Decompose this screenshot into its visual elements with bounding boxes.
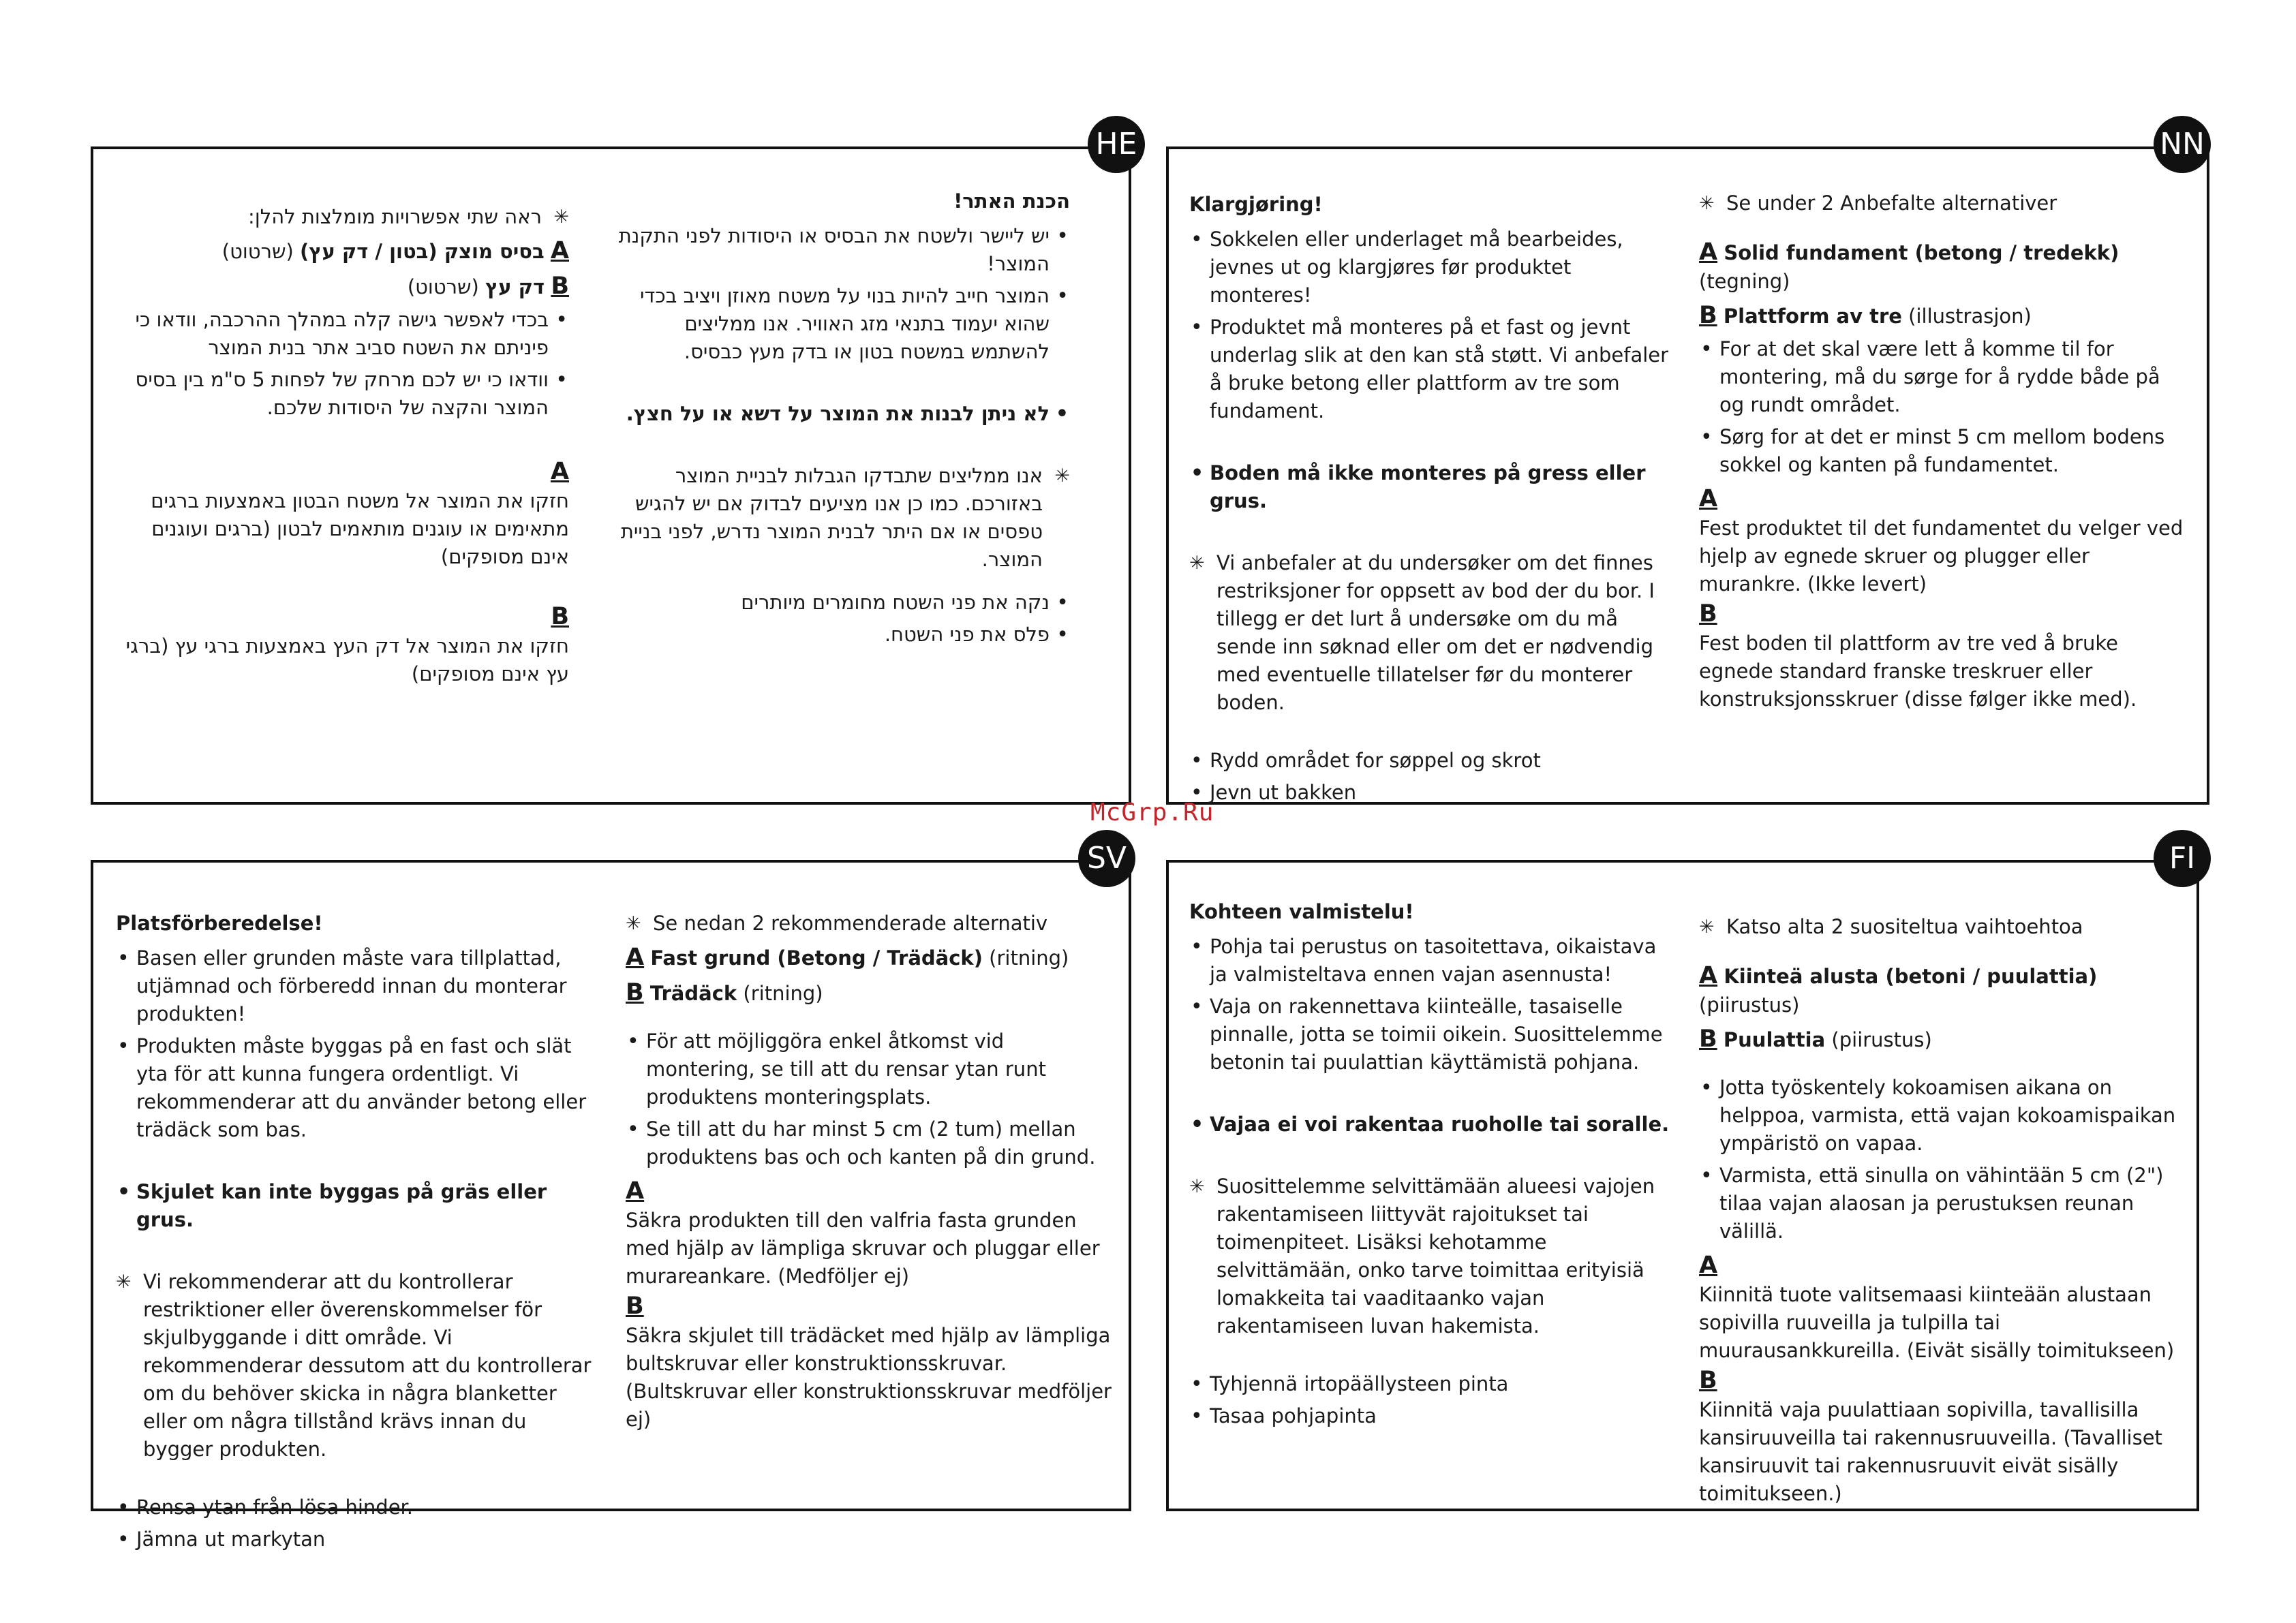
fi-bullet-5: • Tasaa pohjapinta	[1189, 1402, 1677, 1430]
nn-bullet-3: • Boden må ikke monteres på gress eller grus.	[1189, 459, 1670, 515]
nn-bullet-1: • Sokkelen eller underlaget må bearbeides, jevnes ut og klargjøres før produktet monteres!	[1189, 226, 1670, 309]
sv-bullet-3: • Skjulet kan inte byggas på gräs eller grus.	[116, 1178, 593, 1234]
he-option-b-note: (שרטוט)	[407, 275, 486, 298]
fi-title: Kohteen valmistelu!	[1189, 900, 1414, 923]
fi-section-a-text: Kiinnitä tuote valitsemaasi kiinteään alustaan sopivilla ruuveilla ja tulpilla tai muurausankkureilla. (Eivät sisälly toimitukseen)	[1699, 1283, 2175, 1362]
nn-left-column	[1189, 191, 1670, 811]
sv-bullet-2: • Produkten måste byggas på en fast och slät yta för att kunna fungera ordentligt. Vi rekommenderar att du använder betong eller trädäck som bas.	[116, 1032, 593, 1144]
nn-right-bullet-1: • For at det skal være lett å komme til for montering, må du sørge for å rydde både på og rundt området.	[1699, 335, 2190, 419]
fi-bullet-2: • Vaja on rakennettava kiinteälle, tasaiselle pinnalle, jotta se toimii oikein. Suosittelemme betonin tai puulattian käyttämistä pohjana.	[1189, 993, 1677, 1077]
fi-section-b-text: Kiinnitä vaja puulattiaan sopivilla, tavallisilla kansiruuveilla tai rakennusruuveilla. (Tavalliset kansiruuvit tai rakennusruuvit eivät sisälly toimitukseen.)	[1699, 1398, 2162, 1505]
nn-section-a-text: Fest produktet til det fundamentet du velger ved hjelp av egnede skruer og plugger eller murankre. (Ikke levert)	[1699, 516, 2184, 596]
nn-star-note: ✳ Vi anbefaler at du undersøker om det finnes restriksjoner for oppsett av bod der du bor. I tillegg er det lurt å undersøke om du må sende inn søknad eller om det er nødvendig med eventuelle tillatelser før du monterer boden.	[1189, 549, 1670, 717]
sv-option-a-letter: A	[626, 944, 645, 971]
fi-option-a-letter: A	[1699, 962, 1718, 989]
sv-right-bullet-2: • Se till att du har minst 5 cm (2 tum) mellan produktens bas och och kanten på din grund.	[626, 1115, 1113, 1171]
fi-options-intro: ✳ Katso alta 2 suositeltua vaihtoehtoa	[1699, 913, 2186, 941]
fi-option-b-note: (piirustus)	[1825, 1028, 1932, 1051]
sv-section-b-text: Säkra skjulet till trädäcket med hjälp av lämpliga bultskruvar eller konstruktionsskruvar. (Bultskruvar eller konstruktionsskruvar medföljer ej)	[626, 1324, 1112, 1431]
nn-title: Klargjøring!	[1189, 193, 1323, 216]
sv-option-b-note: (ritning)	[737, 982, 823, 1005]
he-option-b-name: דק עץ	[485, 275, 545, 298]
nn-options-intro: ✳ Se under 2 Anbefalte alternativer	[1699, 189, 2190, 217]
nn-option-b-name: Plattform av tre	[1723, 305, 1902, 328]
sv-left-column	[116, 910, 593, 1558]
he-left-bullet-1: • בכדי לאפשר גישה קלה במהלך ההרכבה, וודאו כי פיניתם את השטח סביב אתר בנית המוצר	[109, 306, 569, 362]
he-option-a-name: בסיס מוצק (בטון / דק עץ)	[300, 240, 545, 263]
sv-bullet-5: • Jämna ut markytan	[116, 1526, 593, 1554]
fi-option-a-note: (piirustus)	[1699, 993, 1800, 1017]
sv-section-b-heading: B	[626, 1293, 644, 1320]
nn-bullet-2: • Produktet må monteres på et fast og jevnt underlag slik at den kan stå støtt. Vi anbefaler å bruke betong eller plattform av tre som fundament.	[1189, 313, 1670, 425]
fi-option-b	[1699, 1023, 2186, 1055]
sv-right-bullet-1: • För att möjliggöra enkel åtkomst vid montering, se till att du rensar ytan runt produktens monteringsplats.	[626, 1027, 1113, 1111]
nn-option-b	[1699, 300, 2190, 331]
sv-title: Platsförberedelse!	[116, 912, 323, 935]
he-right-column	[607, 187, 1070, 653]
he-section-a-text: חזקו את המוצר אל משטח הבטון באמצעות ברגים מתאימים או עוגנים מותאמים לבטון (ברגים ועוגנים אינם מסופקים)	[151, 489, 569, 568]
he-option-a-letter: A	[550, 237, 569, 264]
fi-right-bullet-1: • Jotta työskentely kokoamisen aikana on helppoa, varmista, että vajan kokoamispaikan ympäristö on vapaa.	[1699, 1074, 2186, 1158]
fi-right-bullet-2: • Varmista, että sinulla on vähintään 5 cm (2") tilaa vajan alaosan ja perustuksen reunan välillä.	[1699, 1162, 2186, 1246]
badge-sv: SV	[1078, 830, 1135, 887]
fi-bullet-4: • Tyhjennä irtopäällysteen pinta	[1189, 1370, 1677, 1398]
fi-right-column	[1699, 913, 2186, 1508]
he-bullet-1: • יש ליישר ולשטח את הבסיס או היסודות לפני התקנת המוצר!	[607, 222, 1070, 278]
badge-fi: FI	[2154, 830, 2211, 887]
nn-bullet-5: • Jevn ut bakken	[1189, 779, 1670, 807]
he-option-b-letter: B	[551, 273, 569, 300]
he-option-a-note: (שרטוט)	[221, 240, 301, 263]
sv-option-b	[626, 977, 1113, 1008]
fi-option-a	[1699, 960, 2186, 1019]
he-title: הכנת האתר!	[953, 189, 1070, 213]
sv-star-note: ✳ Vi rekommenderar att du kontrollerar restriktioner eller överenskommelser för skjulbyggande i ditt område. Vi rekommenderar dessutom att du kontrollerar om du behöver skicka in några blanketter eller om några tillstånd krävs innan du bygger produkten.	[116, 1268, 593, 1464]
fi-section-b-heading: B	[1699, 1367, 1717, 1394]
he-bullet-2: • המוצר חייב להיות בנוי על משטח מאוזן ויציב בכדי שהוא יעמוד בתנאי מזג האוויר. אנו ממליצים להשתמש במשטח בטון או בדק מעץ כבסיס.	[607, 282, 1070, 366]
fi-option-b-letter: B	[1699, 1025, 1717, 1053]
he-option-a	[109, 235, 569, 266]
sv-option-b-name: Trädäck	[649, 982, 737, 1005]
sv-option-a	[626, 942, 1113, 973]
nn-right-bullet-2: • Sørg for at det er minst 5 cm mellom bodens sokkel og kanten på fundamentet.	[1699, 423, 2190, 479]
he-section-b-heading: B	[551, 603, 569, 630]
sv-bullet-1: • Basen eller grunden måste vara tillplattad, utjämnad och förberedd innan du monterar produkten!	[116, 944, 593, 1028]
he-option-b	[109, 270, 569, 302]
he-options-intro: ✳ ראה שתי אפשרויות מומלצות להלן:	[109, 203, 569, 231]
sv-right-column	[626, 910, 1113, 1434]
sv-options-intro: ✳ Se nedan 2 rekommenderade alternativ	[626, 910, 1113, 938]
nn-bullet-4: • Rydd området for søppel og skrot	[1189, 747, 1670, 775]
fi-option-b-name: Puulattia	[1723, 1028, 1826, 1051]
nn-option-b-note: (illustrasjon)	[1901, 305, 2032, 328]
nn-right-column	[1699, 189, 2190, 713]
watermark: McGrp.Ru	[1090, 799, 1214, 826]
nn-option-a-letter: A	[1699, 238, 1718, 266]
nn-option-b-letter: B	[1699, 302, 1717, 329]
fi-bullet-3: • Vajaa ei voi rakentaa ruoholle tai soralle.	[1189, 1111, 1677, 1139]
sv-section-a-text: Säkra produkten till den valfria fasta grunden med hjälp av lämpliga skruvar och pluggar eller murareankare. (Medföljer ej)	[626, 1209, 1100, 1288]
he-bullet-5: • פלס את פני השטח.	[607, 621, 1070, 649]
nn-option-a-note: (tegning)	[1699, 270, 1790, 293]
he-section-a-heading: A	[550, 458, 569, 485]
he-bullet-3: • לא ניתן לבנות את המוצר על דשא או על חצץ.	[607, 400, 1070, 428]
sv-option-b-letter: B	[626, 979, 644, 1006]
he-section-b-text: חזקו את המוצר אל דק העץ באמצעות ברגי עץ (ברגי עץ אינם מסופקים)	[125, 634, 569, 685]
he-star-note: ✳ אנו ממליצים שתבדקו הגבלות לבניית המוצר באזורכם. כמו כן אנו מציעים לבדוק אם יש להגיש טפסים או אם היתר לבנית המוצר נדרש, לפני בניית המוצר.	[607, 462, 1070, 574]
nn-section-b-text: Fest boden til plattform av tre ved å bruke egnede standard franske treskruer eller konstruksjonsskruer (disse følger ikke med).	[1699, 632, 2137, 711]
badge-he: HE	[1088, 116, 1145, 173]
fi-option-a-name: Kiinteä alusta (betoni / puulattia)	[1724, 965, 2098, 988]
fi-bullet-1: • Pohja tai perustus on tasoitettava, oikaistava ja valmisteltava ennen vajan asennusta!	[1189, 933, 1677, 989]
fi-left-column	[1189, 898, 1677, 1434]
badge-nn: NN	[2154, 116, 2211, 173]
fi-section-a-heading: A	[1699, 1252, 1718, 1279]
sv-bullet-4: • Rensa ytan från lösa hinder.	[116, 1494, 593, 1521]
he-left-column	[109, 203, 569, 688]
nn-option-a	[1699, 236, 2190, 296]
nn-section-b-heading: B	[1699, 600, 1717, 628]
sv-option-a-note: (ritning)	[982, 946, 1069, 970]
he-bullet-4: • נקה את פני השטח מחומרים מיותרים	[607, 589, 1070, 617]
sv-option-a-name: Fast grund (Betong / Trädäck)	[650, 946, 983, 970]
he-left-bullet-2: • וודאו כי יש לכם מרחק של לפחות 5 ס"מ בין בסיס המוצר והקצה של היסודות שלכם.	[109, 366, 569, 422]
nn-option-a-name: Solid fundament (betong / tredekk)	[1724, 241, 2119, 264]
sv-section-a-heading: A	[626, 1177, 645, 1205]
fi-star-note: ✳ Suosittelemme selvittämään alueesi vajojen rakentamiseen liittyvät rajoitukset tai toimenpiteet. Lisäksi kehotamme selvittämään, onko tarve toimittaa erityisiä lomakkeita tai vaaditaanko vajan rakentamiseen luvan hakemista.	[1189, 1173, 1677, 1340]
nn-section-a-heading: A	[1699, 485, 1718, 512]
